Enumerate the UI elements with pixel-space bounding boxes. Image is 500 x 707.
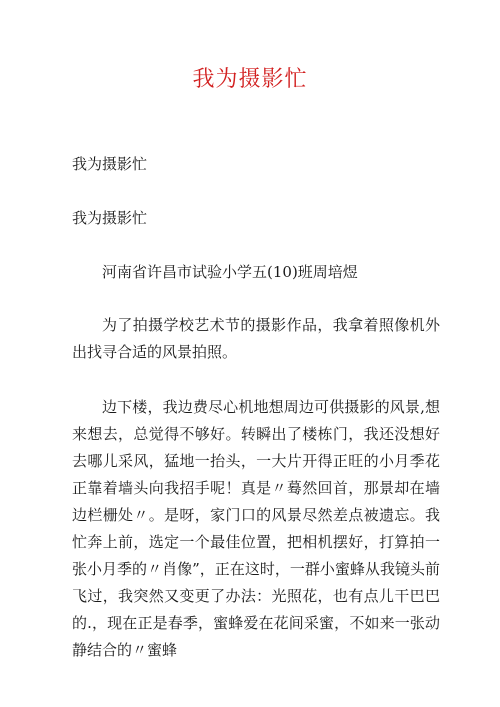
- document-title: 我为摄影忙: [192, 67, 308, 92]
- heading-line-2: 我为摄影忙: [72, 209, 148, 227]
- heading-line-1: 我为摄影忙: [72, 155, 148, 173]
- paragraph-1: 为了拍摄学校艺术节的摄影作品，我拿着照像机外出找寻合适的风景拍照。: [72, 316, 440, 361]
- author-line: 河南省许昌市试验小学五(10)班周培煜: [102, 263, 358, 281]
- paragraph-2: 边下楼，我边费尽心机地想周边可供摄影的风景,想来想去，总觉得不够好。转瞬出了楼栋门，我还没想好去哪儿采风，猛地一抬头，一大片开得正旺的小月季花正靠着墙头向我招手呢！真是〃蓦然回首，那景却在墙边栏栅处〃。是呀，家门口的风景尽然差点被遗忘。我忙奔上前，选定一个最佳位置，把相机摆好，打算拍一张小月季的〃肖像”，正在这时，一群小蜜蜂从我镜头前飞过，我突然又变更了办法：光照花，也有点儿干巴巴的.，现在正是春季，蜜蜂爱在花间采蜜，不如来一张动静结合的〃蜜蜂: [72, 398, 440, 659]
